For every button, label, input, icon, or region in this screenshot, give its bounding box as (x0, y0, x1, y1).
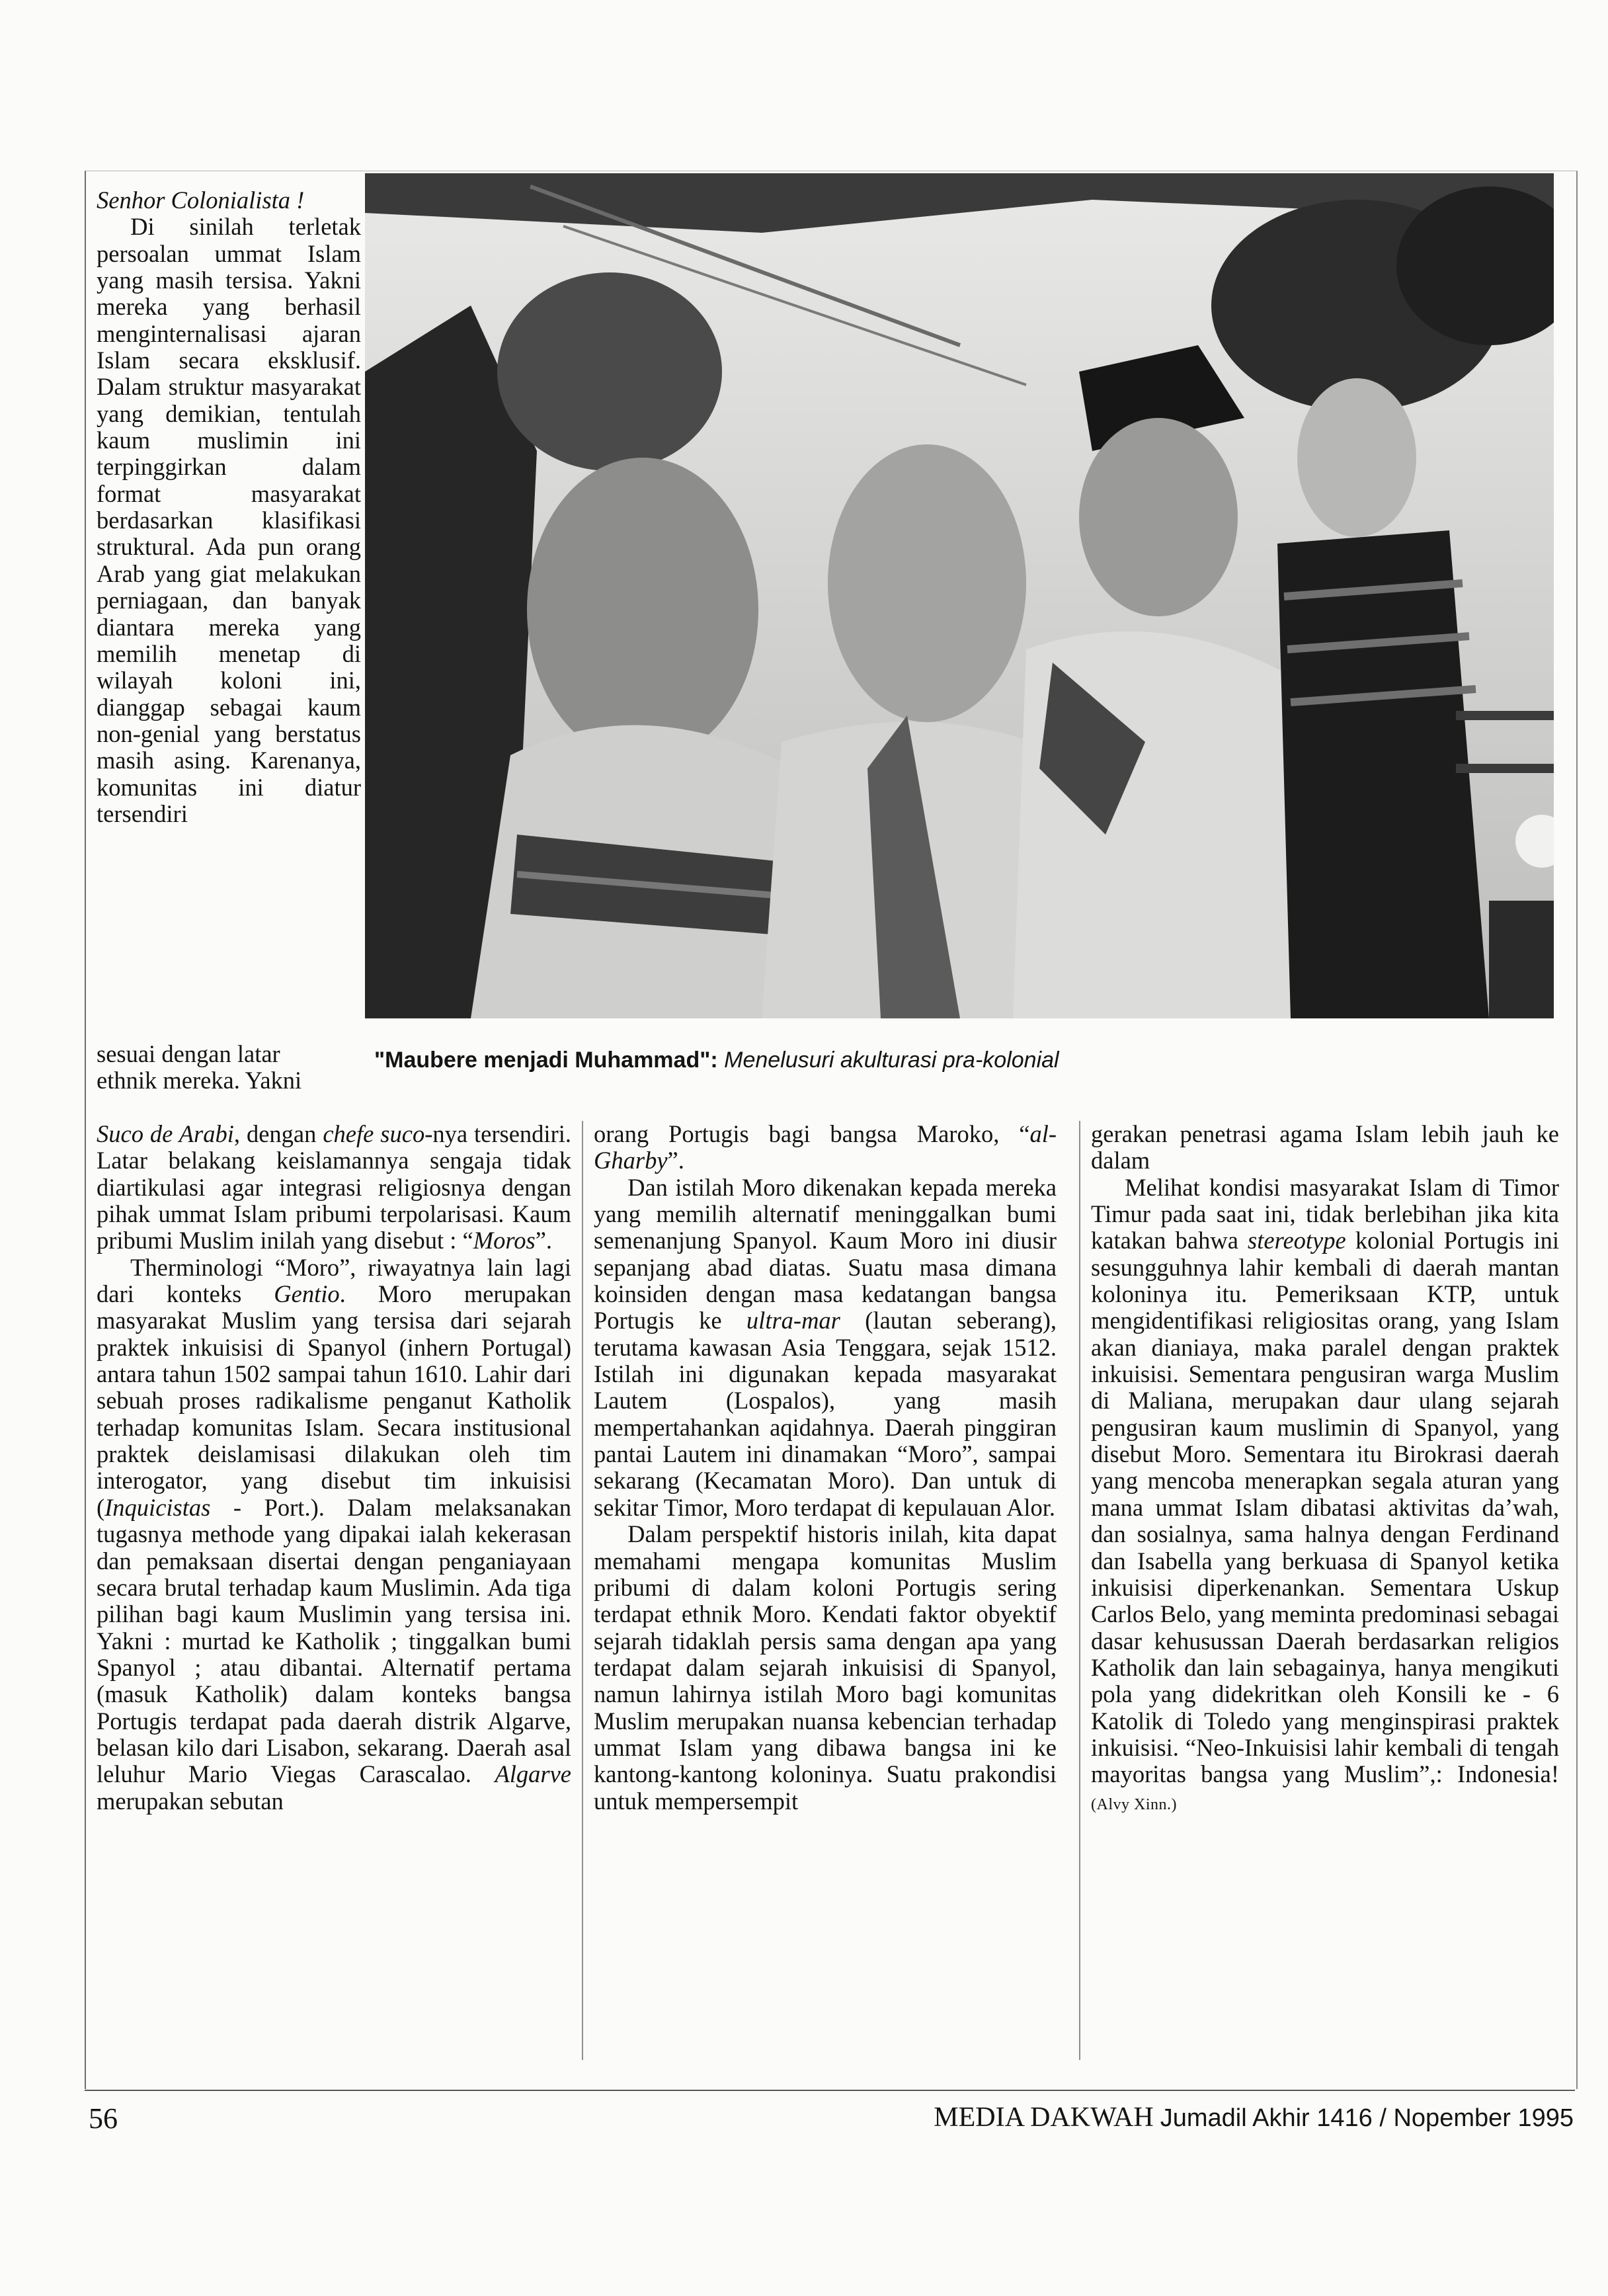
column-divider (582, 1121, 583, 2060)
article-photo (365, 173, 1554, 1018)
column-2 (594, 1121, 1057, 1815)
caption-title: "Maubere menjadi Muhammad": (374, 1047, 718, 1073)
footer-rule (85, 2090, 1575, 2091)
page-number: 56 (89, 2102, 118, 2135)
paragraph: Dan istilah Moro dikenakan kepada mereka yang memilih alternatif meninggalkan bumi semenanjung Spanyol. Kaum Moro ini diusir sepanjang abad diatas. Suatu masa dimana koinsiden dengan masa kedatangan bangsa Portugis ke ultra-mar (lautan seberang), terutama kawasan Asia Tenggara, sejak 1512. Istilah ini digunakan kepada masyarakat Lautem (Lospalos), yang masih mempertahankan aqidahnya. Daerah pinggiran pantai Lautem ini dinamakan “Moro”, sampai sekarang (Kecamatan Moro). Dan untuk di sekitar Timor, Moro terdapat di kepulauan Alor. (594, 1173, 1057, 1521)
column-3 (1091, 1121, 1559, 1818)
publication-info (934, 2102, 1574, 2133)
photo-caption (374, 1044, 1551, 1077)
publication-name: MEDIA DAKWAH (934, 2102, 1154, 2133)
line-sesuai: sesuai dengan latar (97, 1040, 280, 1067)
column-divider (1079, 1121, 1080, 2060)
column-1-narrow (97, 187, 361, 827)
author-signature: (Alvy Xinn.) (1091, 1795, 1177, 1813)
paragraph-narrow: Di sinilah terletak persoalan ummat Islam yang masih tersisa. Yakni mereka yang berhasil menginternalisasi ajaran Islam secara eksklusif. Dalam struktur masyarakat yang demikian, tentulah kaum muslimin ini terpinggirkan dalam format masyarakat berdasarkan klasifikasi struktural. Ada pun orang Arab yang giat melakukan perniagaan, dan banyak diantara mereka yang memilih menetap di wilayah koloni ini, dianggap sebagai kaum non-genial yang berstatus masih asing. Karenanya, komunitas ini diatur tersendiri (97, 213, 361, 827)
paragraph: Suco de Arabi, dengan chefe suco-nya tersendiri. Latar belakang keislamannya sengaja tidak diartikulasi agar integrasi religiosnya dengan pihak ummat Islam pribumi terpolarisasi. Kaum pribumi Muslim inilah yang disebut : “Moros”. (97, 1120, 571, 1254)
lead-italic: Senhor Colonialista ! (97, 186, 305, 214)
photo-elders-image (365, 173, 1554, 1018)
paragraph: Melihat kondisi masyarakat Islam di Timor Timur pada saat ini, tidak berlebihan jika kita katakan bahwa stereotype kolonial Portugis ini sesungguhnya lahir kembali di daerah mantan koloninya itu. Pemeriksaan KTP, untuk mengidentifikasi religiositas orang, yang Islam akan dianiaya, maka paralel dengan praktek inkuisisi. Sementara pengusiran warga Muslim di Maliana, merupakan daur ulang sejarah pengusiran kaum muslimin di Spanyol, yang disebut Moro. Sementara itu Birokrasi daerah yang mencoba menerapkan segala aturan yang mana ummat Islam dibatasi aktivitas da’wah, dan sosialnya, sama halnya dengan Ferdinand dan Isabella yang berkuasa di Spanyol ketika inkuisisi diperkenankan. Sementara Uskup Carlos Belo, yang meminta predominasi sebagai dasar kehusussan Daerah berdasarkan religios Katholik dan lain sebagainya, hanya mengikuti pola yang didekritkan oleh Konsili ke - 6 Katolik di Toledo yang menginspirasi praktek inkuisisi. “Neo-Inkuisisi lahir kembali di tengah mayoritas bangsa yang Muslim”,: Indonesia! (Alvy Xinn.) (1091, 1173, 1559, 1813)
issue-date: Jumadil Akhir 1416 / Nopember 1995 (1160, 2104, 1574, 2132)
paragraph: orang Portugis bagi bangsa Maroko, “al-Gharby”. (594, 1120, 1057, 1174)
column-1 (97, 1121, 571, 1815)
paragraph: gerakan penetrasi agama Islam lebih jauh ke dalam (1091, 1120, 1559, 1174)
paragraph: Therminologi “Moro”, riwayatnya lain lagi dari konteks Gentio. Moro merupakan masyarakat Muslim yang tersisa dari sejarah praktek inkuisisi di Spanyol (inhern Portugal) antara tahun 1502 sampai tahun 1610. Lahir dari sebuah proses radikalisme penganut Katholik terhadap komunitas Islam. Secara institusional praktek deislamisasi dilakukan oleh tim interogator, yang disebut tim inkuisisi (Inquicistas - Port.). Dalam melaksanakan tugasnya methode yang dipakai ialah kekerasan dan pemaksaan disertai dengan penganiayaan secara brutal terhadap kaum Muslimin. Ada tiga pilihan bagi kaum Muslimin yang tersisa ini. Yakni : murtad ke Katholik ; tinggalkan bumi Spanyol ; atau dibantai. Alternatif pertama (masuk Katholik) dalam konteks bangsa Portugis terdapat pada daerah distrik Algarve, belasan kilo dari Lisabon, sekarang. Daerah asal leluhur Mario Viegas Carascalao. Algarve merupakan sebutan (97, 1253, 571, 1815)
paragraph: Dalam perspektif historis inilah, kita dapat memahami mengapa komunitas Muslim pribumi di dalam koloni Portugis sering terdapat ethnik Moro. Kendati faktor obyektif sejarah tidaklah persis sama dengan apa yang terdapat dalam sejarah inkuisisi di Spanyol, namun lahirnya istilah Moro bagi komunitas Muslim merupakan nuansa kebencian terhadap ummat Islam yang dibawa bangsa ini ke kantong-kantong koloninya. Suatu prakondisi untuk mempersempit (594, 1520, 1057, 1815)
column-1-caption-lines (97, 1041, 361, 1094)
caption-subtitle: Menelusuri akulturasi pra-kolonial (717, 1047, 1059, 1073)
line-ethnik: ethnik mereka. Yakni (97, 1067, 302, 1094)
